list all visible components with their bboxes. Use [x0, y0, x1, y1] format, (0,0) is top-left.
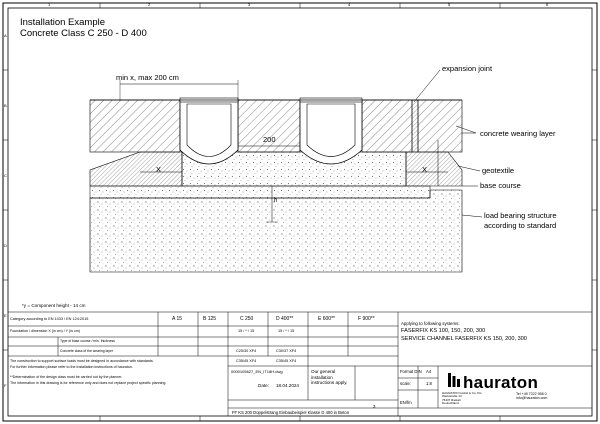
x-left-label: X: [156, 165, 162, 174]
hauraton-logo-icon: [448, 373, 460, 387]
grid-row-e: E: [4, 313, 7, 318]
row-wearing-layer-d: C35/45 XF4: [276, 359, 297, 363]
grid-col-5: 5: [448, 2, 451, 7]
company-email: info@hauraton.com: [516, 396, 548, 401]
row-wearing-layer-c: C35/45 XF4: [236, 359, 257, 363]
format-value: A4: [426, 369, 432, 374]
row-wearing-layer-label: Concrete class of the wearing layer: [60, 349, 113, 353]
row-base-course-label: Type of base course / min. thickness: [60, 339, 115, 343]
callout-concrete-wearing-layer: concrete wearing layer: [480, 129, 556, 138]
note-1: The construction to support surface loads must be designed in accordance with standards.: [10, 359, 154, 363]
applying-title: Applying to following systems:: [401, 321, 460, 326]
company-line-4: Deutschland: [442, 401, 459, 406]
grid-row-f: F: [4, 383, 7, 388]
unit-value: EN/fm: [400, 400, 412, 405]
company-phone: Tel +49 7222 958 0: [516, 392, 547, 396]
min-max-dimension-label: min x, max 200 cm: [116, 73, 179, 82]
width-dimension-label: 200: [263, 135, 276, 144]
row-foundation-c: 15 / * / 15: [238, 329, 255, 333]
grid-col-6: 6: [546, 2, 549, 7]
row-foundation-label: Foundation / dimension X (in cm) / Y (in cm): [10, 329, 80, 333]
company-line-1: HAURATON GmbH & Co. KG: [442, 391, 482, 395]
grid-row-c: C: [4, 173, 7, 178]
applying-line2: SERVICE CHANNEL FASERFIX KS 150, 200, 300: [401, 336, 527, 342]
height-dimension-label: h: [274, 198, 278, 204]
callout-expansion-joint: expansion joint: [442, 64, 493, 73]
row-base-course-c: C25/30 XF4: [236, 349, 257, 353]
row-foundation-d: 15 / * / 15: [278, 329, 295, 333]
date-value: 18.04.2024: [276, 383, 299, 388]
grid-col-1: 1: [48, 2, 51, 7]
grid-col-2: 2: [148, 2, 151, 7]
grid-row-a: A: [4, 33, 7, 38]
grid-col-4: 4: [348, 2, 351, 7]
general-note: Our general installation instructions apply.: [311, 369, 348, 385]
note-3: **Determination of the design class must be carried out by the planner.: [10, 375, 123, 379]
callout-load-bearing-line2: according to standard: [484, 221, 557, 230]
callout-geotextile: geotextile: [482, 166, 515, 175]
company-contact: [516, 392, 547, 401]
class-d400: D 400**: [276, 316, 294, 322]
company-logo: hauraton: [463, 373, 539, 392]
class-a15: A 15: [172, 316, 183, 322]
x-right-label: X: [422, 165, 428, 174]
grid-row-d: D: [4, 243, 7, 248]
footnote: *y = Component height - 14 cm: [22, 303, 86, 308]
note-4: The information in this drawing is for reference only and does not replace project specific planning.: [10, 381, 167, 385]
scale-label: scale:: [400, 381, 411, 386]
applying-line1: FASERFIX KS 100, 150, 200, 300: [401, 328, 486, 334]
row-base-course-d: C30/37 XF4: [276, 349, 297, 353]
drawing-number: 0000105627_EN_IT18H.dwg: [231, 369, 283, 374]
date-label: Date:: [258, 383, 269, 388]
footer-description: FF KS 200 Doppelstrang Einbaubeispiel Klasse D 400 in Beton: [232, 410, 350, 415]
class-e600: E 600**: [318, 316, 335, 322]
revision-number: 3: [373, 404, 376, 409]
format-label: Format DIN: [400, 369, 422, 374]
note-2: For further information please refer to the installation instructions of hauraton.: [10, 365, 133, 369]
company-line-3: 76437 Rastatt: [442, 397, 461, 402]
callout-load-bearing-line1: load bearing structure: [484, 211, 557, 220]
grid-col-3: 3: [248, 2, 251, 7]
class-b125: B 125: [203, 316, 217, 322]
notes-block: [10, 359, 224, 385]
class-c250: C 250: [240, 316, 254, 322]
scale-value: 1:8: [426, 381, 432, 386]
drawing-title: Installation Example: [20, 17, 106, 28]
grid-row-b: B: [4, 103, 7, 108]
table-header-label: Category according to EN 1433 / EN 124:2015: [10, 317, 89, 321]
callout-base-course: base course: [480, 181, 521, 190]
class-f900: F 900**: [358, 316, 375, 322]
company-line-2: Werkstraße 13: [442, 394, 462, 399]
company-address: [442, 392, 482, 406]
drawing-subtitle: Concrete Class C 250 - D 400: [20, 28, 147, 39]
